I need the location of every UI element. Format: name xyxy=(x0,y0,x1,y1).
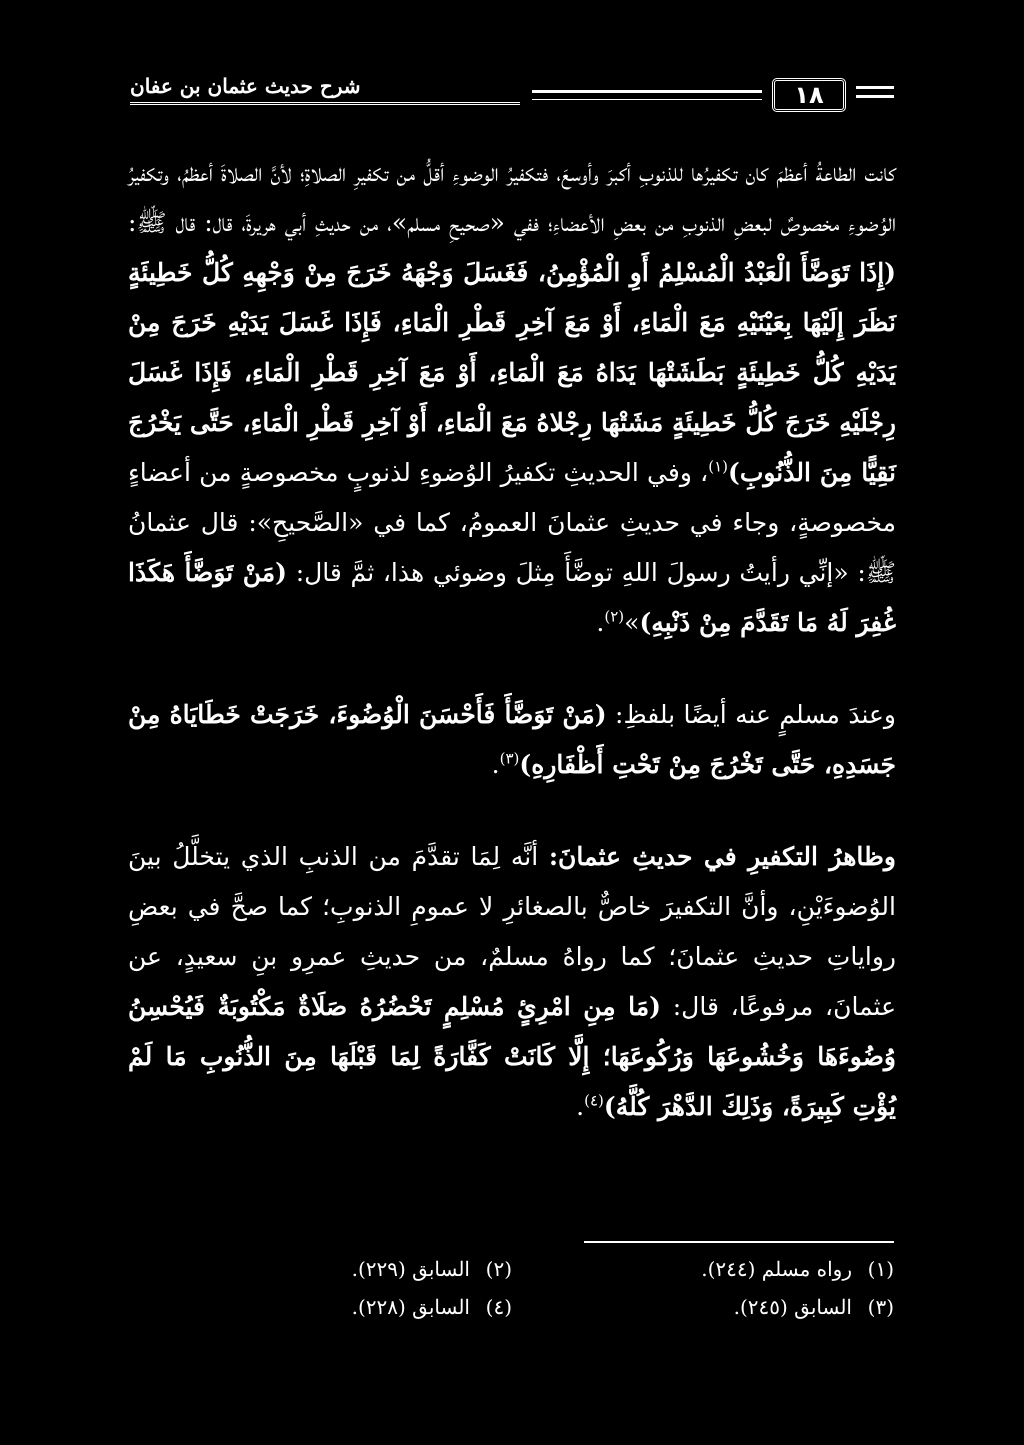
footnote-marker[interactable]: (٤) xyxy=(584,1091,604,1110)
footnote-marker[interactable]: (١) xyxy=(708,457,728,476)
footnote-number: (١) xyxy=(867,1257,894,1281)
punctuation: . xyxy=(576,1092,585,1121)
punctuation: . xyxy=(491,750,500,779)
paragraph-text: كانت الطاعةُ أعظمَ كان تكفيرُها للذنوبِ أكبرَ وأوسعَ، فتكفيرُ الوضوءِ أقلُّ من تكفيرِ الصلاةِ؛ لأنَّ الصلاةَ أعظمُ، وتكفيرُ الوُضوءِ مخصوصٌ لبعضِ الذنوبِ من بعضِ الأعضاءِ؛ ففي «صحيحِ مسلم»، من حديثِ أبي هريرةَ، قال: قال ﷺ: xyxy=(128,158,896,237)
punctuation: ، xyxy=(700,458,709,487)
paragraph-lead: وظاهرُ التكفيرِ في حديثِ عثمانَ: xyxy=(548,842,896,871)
punctuation: » xyxy=(624,608,640,637)
punctuation: . xyxy=(596,608,605,637)
footnote-marker[interactable]: (٣) xyxy=(499,749,520,768)
header-ornament xyxy=(856,86,894,98)
footnote-number: (٤) xyxy=(485,1295,512,1319)
footnote-text: السابق (٢٤٥). xyxy=(733,1295,852,1319)
footnote-separator xyxy=(584,1241,894,1243)
hadith-quote: (مَنْ تَوَضَّأَ هَكَذَا غُفِرَ لَهُ مَا تَقَدَّمَ مِنْ ذَنْبِهِ) xyxy=(128,558,896,637)
footnote-4 xyxy=(130,1292,512,1322)
main-text xyxy=(128,148,896,1132)
footnote-text: السابق (٢٢٩). xyxy=(351,1257,470,1281)
hadith-quote: (مَا مِنِ امْرِئٍ مُسْلِمٍ تَحْضُرُهُ صَلَاةٌ مَكْتُوبَةٌ فَيُحْسِنُ وُضُوءَهَا وَخُشُوعَهَا وَرُكُوعَهَا؛ إِلَّا كَانَتْ كَفَّارَةً لِمَا قَبْلَهَا مِنَ الذُّنُوبِ مَا لَمْ يُؤْتِ كَبِيرَةً، وَذَلِكَ الدَّهْرَ كُلَّهُ) xyxy=(128,992,896,1121)
footnote-number: (٢) xyxy=(485,1257,512,1281)
footnote-number: (٣) xyxy=(867,1295,894,1319)
paragraph-4 xyxy=(128,832,896,1132)
hadith-quote: (مَنْ تَوَضَّأَ فَأَحْسَنَ الْوُضُوءَ، خَرَجَتْ خَطَايَاهُ مِنْ جَسَدِهِ، حَتَّى تَخْرُجَ مِنْ تَحْتِ أَظْفَارِهِ) xyxy=(128,700,896,779)
paragraph-1 xyxy=(128,148,896,648)
paragraph-text: أنَّه لِمَا تقدَّمَ من الذنبِ الذي يتخلَّلُ بينَ الوُضوءَيْنِ، وأنَّ التكفيرَ خاصٌّ بالصغائرِ لا عمومِ الذنوبِ؛ كما صحَّ في بعضِ رواياتِ حديثِ عثمانَ؛ كما رواهُ مسلمٌ، من حديثِ عمرِو بنِ سعيدٍ، عن عثمانَ، مرفوعًا، قال: xyxy=(128,842,896,1021)
paragraph-text: وعندَ مسلمٍ عنه أيضًا بلفظِ: xyxy=(615,700,897,729)
page-number: ١٨ xyxy=(772,78,846,112)
footnote-1 xyxy=(512,1254,894,1284)
page-header xyxy=(130,70,894,120)
footnote-3 xyxy=(512,1292,894,1322)
footnote-text: رواه مسلم (٢٤٤). xyxy=(701,1257,852,1281)
paragraph-3 xyxy=(128,690,896,790)
hadith-quote: (إِذَا تَوَضَّأَ الْعَبْدُ الْمُسْلِمُ أَوِ الْمُؤْمِنُ، فَغَسَلَ وَجْهَهُ خَرَجَ مِنْ وَجْهِهِ كُلُّ خَطِيئَةٍ نَظَرَ إِلَيْهَا بِعَيْنَيْهِ مَعَ الْمَاءِ، أَوْ مَعَ آخِرِ قَطْرِ الْمَاءِ، فَإِذَا غَسَلَ يَدَيْهِ خَرَجَ مِنْ يَدَيْهِ كُلُّ خَطِيئَةٍ بَطَشَتْهَا يَدَاهُ مَعَ الْمَاءِ، أَوْ مَعَ آخِرِ قَطْرِ الْمَاءِ، فَإِذَا غَسَلَ رِجْلَيْهِ خَرَجَ كُلُّ خَطِيئَةٍ مَشَتْهَا رِجْلاهُ مَعَ الْمَاءِ، أَوْ آخِرِ قَطْرِ الْمَاءِ، حَتَّى يَخْرُجَ نَقِيًّا مِنَ الذُّنُوبِ) xyxy=(128,258,896,487)
paragraph-text: وفي الحديثِ تكفيرُ الوُضوءِ لذنوبٍ مخصوصةٍ من أعضاءٍ مخصوصةٍ، وجاء في حديثِ عثمانَ العمومُ، كما في «الصَّحيحِ»: قال عثمانُ ﷺ: «إنِّي رأيتُ رسولَ اللهِ توضَّأَ مِثلَ وضوئي هذا، ثمَّ قال: xyxy=(128,458,896,587)
footnote-2 xyxy=(130,1254,512,1284)
running-title: شرح حديث عثمان بن عفان xyxy=(130,74,520,105)
header-rule xyxy=(532,90,762,100)
footnote-text: السابق (٢٢٨). xyxy=(351,1295,470,1319)
footnote-marker[interactable]: (٢) xyxy=(604,607,625,626)
footnotes xyxy=(130,1254,894,1322)
